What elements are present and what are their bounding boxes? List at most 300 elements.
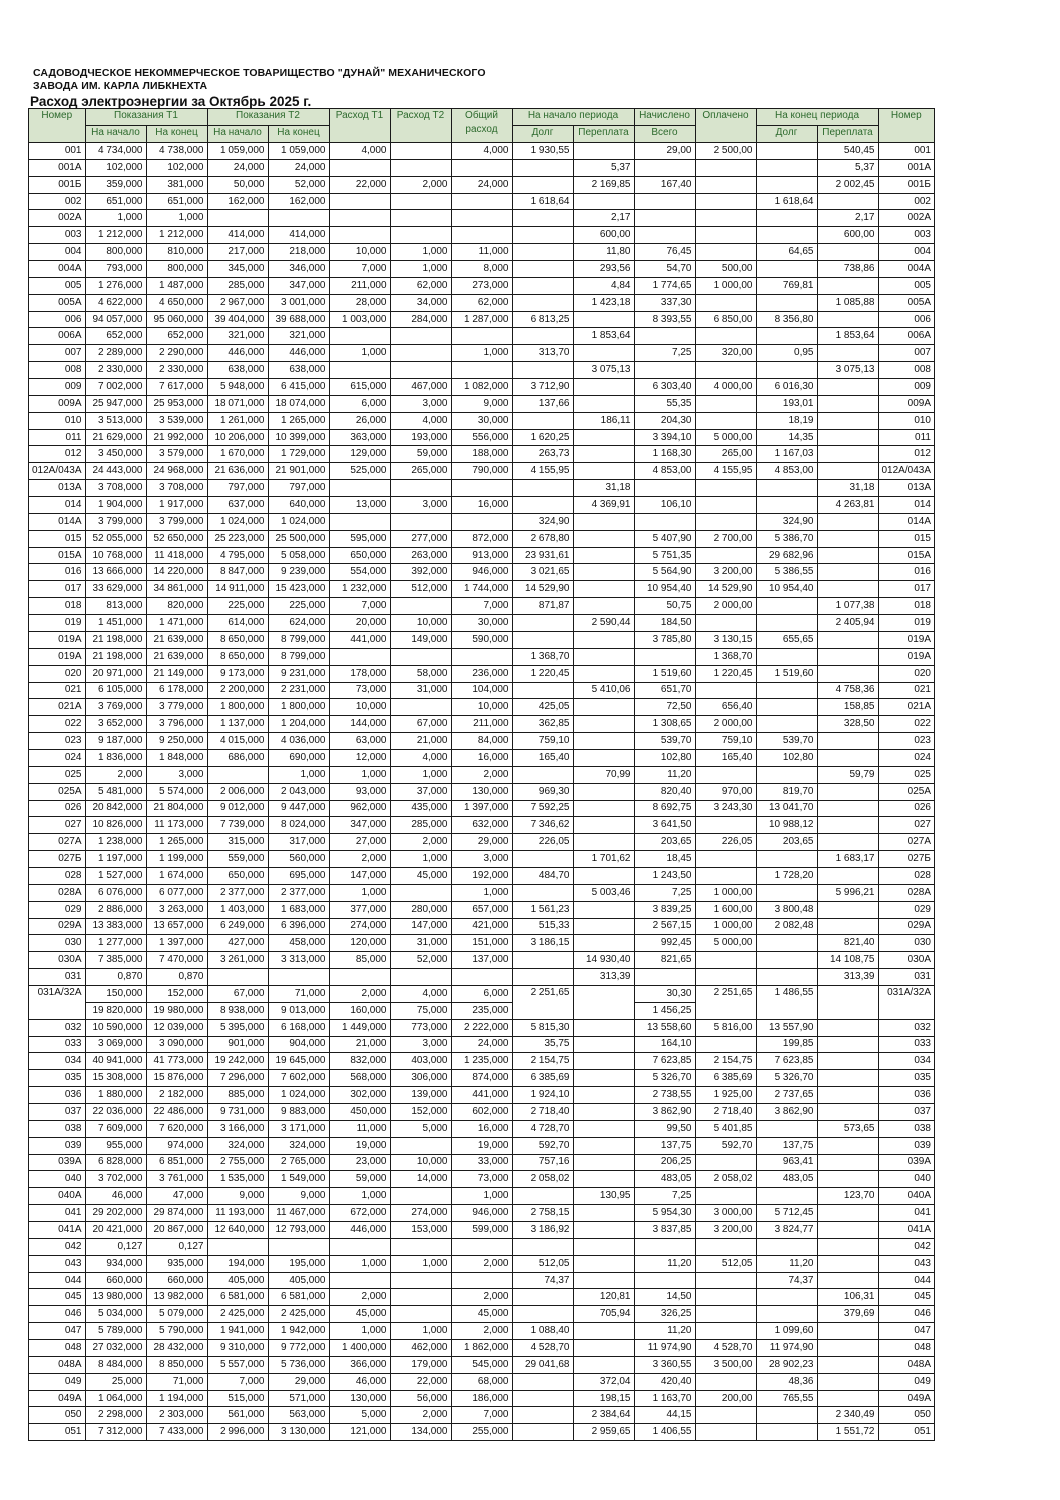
cell-ed [756, 682, 817, 699]
header-t1-end: На конец [146, 126, 207, 143]
cell-t2s: 1 261,000 [207, 412, 268, 429]
cell-t2s: 10 206,000 [207, 429, 268, 446]
cell-n: 029 [29, 901, 86, 918]
cell-sp [573, 143, 634, 160]
cell-ed: 13 557,90 [756, 1019, 817, 1036]
cell-t2e: 9 013,000 [268, 1002, 329, 1019]
cell-t2e: 571,000 [268, 1390, 329, 1407]
cell-rt: 1,000 [451, 1188, 512, 1205]
cell-acc: 72,50 [634, 699, 695, 716]
cell-sd [512, 1238, 573, 1255]
cell-rt: 186,000 [451, 1390, 512, 1407]
cell-t2s: 14 911,000 [207, 581, 268, 598]
cell-t2s: 345,000 [207, 261, 268, 278]
cell-ep [817, 429, 878, 446]
table-row [29, 1137, 935, 1154]
cell-paid [695, 362, 756, 379]
cell-t1e: 2 330,000 [146, 362, 207, 379]
cell-t1s: 3 799,000 [85, 513, 146, 530]
cell-rt [451, 513, 512, 530]
cell-n2: 027Б [878, 851, 935, 868]
cell-r1: 274,000 [329, 918, 390, 935]
cell-t2s: 414,000 [207, 227, 268, 244]
table-row [29, 1340, 935, 1357]
cell-rt: 2,000 [451, 1323, 512, 1340]
cell-paid [695, 328, 756, 345]
cell-t1s: 27 032,000 [85, 1340, 146, 1357]
cell-acc: 1 308,65 [634, 716, 695, 733]
cell-ep: 738,86 [817, 261, 878, 278]
cell-r2: 22,000 [390, 1373, 451, 1390]
cell-r2: 1,000 [390, 851, 451, 868]
cell-r1 [329, 513, 390, 530]
cell-n: 037 [29, 1103, 86, 1120]
cell-paid: 2 058,02 [695, 1171, 756, 1188]
cell-sd: 313,70 [512, 345, 573, 362]
cell-sd [512, 261, 573, 278]
cell-ed [756, 884, 817, 901]
cell-rt [451, 227, 512, 244]
cell-ed [756, 210, 817, 227]
table-row [29, 513, 935, 530]
cell-rt: 1 235,000 [451, 1053, 512, 1070]
cell-paid: 500,00 [695, 261, 756, 278]
cell-sp [573, 1356, 634, 1373]
cell-r2: 193,000 [390, 429, 451, 446]
cell-acc: 3 862,90 [634, 1103, 695, 1120]
cell-ep: 31,18 [817, 480, 878, 497]
cell-t1s: 6 828,000 [85, 1154, 146, 1171]
cell-t1s: 13 383,000 [85, 918, 146, 935]
cell-sd: 35,75 [512, 1036, 573, 1053]
cell-r2: 403,000 [390, 1053, 451, 1070]
cell-r1: 1 400,000 [329, 1340, 390, 1357]
cell-paid: 2 718,40 [695, 1103, 756, 1120]
cell-t1s: 3 069,000 [85, 1036, 146, 1053]
cell-n2: 001А [878, 159, 935, 176]
cell-t1s: 1 880,000 [85, 1087, 146, 1104]
cell-r1: 45,000 [329, 1306, 390, 1323]
table-row [29, 598, 935, 615]
cell-rt: 211,000 [451, 716, 512, 733]
cell-r2: 58,000 [390, 665, 451, 682]
table-row [29, 1323, 935, 1340]
cell-rt: 45,000 [451, 1306, 512, 1323]
cell-ep [817, 395, 878, 412]
cell-acc: 11,20 [634, 1255, 695, 1272]
cell-n: 012А/043А [29, 463, 86, 480]
cell-sp: 4,84 [573, 277, 634, 294]
cell-t1s: 46,000 [85, 1188, 146, 1205]
cell-sd: 226,05 [512, 834, 573, 851]
table-body [29, 143, 935, 1441]
cell-acc: 206,25 [634, 1154, 695, 1171]
cell-rt: 590,000 [451, 631, 512, 648]
cell-r2 [390, 513, 451, 530]
cell-r1: 120,000 [329, 935, 390, 952]
cell-rt [451, 969, 512, 986]
cell-r2 [390, 884, 451, 901]
cell-rt: 872,000 [451, 530, 512, 547]
cell-ep [817, 1137, 878, 1154]
table-row [29, 1154, 935, 1171]
cell-n: 001А [29, 159, 86, 176]
cell-t2e: 1 683,000 [268, 901, 329, 918]
header-charged: Начислено [634, 109, 695, 126]
cell-n: 048 [29, 1340, 86, 1357]
header-end-debt: Долг [756, 126, 817, 143]
cell-r1: 6,000 [329, 395, 390, 412]
cell-sp [573, 1120, 634, 1137]
cell-acc: 137,75 [634, 1137, 695, 1154]
cell-n: 005А [29, 294, 86, 311]
cell-n2: 017 [878, 581, 935, 598]
table-row [29, 227, 935, 244]
cell-sp: 293,56 [573, 261, 634, 278]
cell-r1: 7,000 [329, 261, 390, 278]
header-readings-t1: Показания Т1 [85, 109, 207, 126]
cell-ep [817, 834, 878, 851]
cell-acc: 76,45 [634, 244, 695, 261]
cell-ep: 123,70 [817, 1188, 878, 1205]
cell-r1: 10,000 [329, 699, 390, 716]
cell-t2e: 8 799,000 [268, 648, 329, 665]
cell-t1s: 800,000 [85, 244, 146, 261]
cell-t2e: 9,000 [268, 1188, 329, 1205]
cell-r1: 450,000 [329, 1103, 390, 1120]
table-row [29, 867, 935, 884]
cell-sd [512, 294, 573, 311]
cell-r1: 962,000 [329, 800, 390, 817]
cell-acc [634, 648, 695, 665]
cell-t2s: 5 395,000 [207, 1019, 268, 1036]
cell-paid [695, 513, 756, 530]
cell-sd: 263,73 [512, 446, 573, 463]
cell-paid: 2 500,00 [695, 143, 756, 160]
cell-rt: 556,000 [451, 429, 512, 446]
cell-t1e: 152,000 [146, 985, 207, 1002]
cell-t1e: 7 470,000 [146, 952, 207, 969]
cell-sd [512, 631, 573, 648]
cell-ep [817, 985, 878, 1019]
cell-n: 050 [29, 1407, 86, 1424]
cell-t1s: 21 629,000 [85, 429, 146, 446]
cell-ep [817, 1171, 878, 1188]
cell-n: 027Б [29, 851, 86, 868]
cell-acc: 3 839,25 [634, 901, 695, 918]
cell-r2: 392,000 [390, 564, 451, 581]
cell-sd [512, 1424, 573, 1441]
cell-sd: 757,16 [512, 1154, 573, 1171]
cell-acc: 29,00 [634, 143, 695, 160]
cell-t2s: 614,000 [207, 615, 268, 632]
cell-t2e: 797,000 [268, 480, 329, 497]
cell-t1s: 5 034,000 [85, 1306, 146, 1323]
cell-r1 [329, 969, 390, 986]
cell-n2: 012 [878, 446, 935, 463]
cell-sd: 425,05 [512, 699, 573, 716]
cell-t2e: 624,000 [268, 615, 329, 632]
cell-paid [695, 547, 756, 564]
cell-t1s: 19 820,000 [85, 1002, 146, 1019]
table-row [29, 1120, 935, 1137]
cell-r1: 650,000 [329, 547, 390, 564]
table-row [29, 1222, 935, 1239]
cell-paid: 2 700,00 [695, 530, 756, 547]
cell-t2e: 414,000 [268, 227, 329, 244]
cell-t1e: 22 486,000 [146, 1103, 207, 1120]
cell-rt: 255,000 [451, 1424, 512, 1441]
cell-acc: 3 394,10 [634, 429, 695, 446]
cell-paid: 1 000,00 [695, 884, 756, 901]
cell-t2e: 690,000 [268, 749, 329, 766]
cell-n: 010 [29, 412, 86, 429]
cell-ep [817, 1070, 878, 1087]
cell-t1e: 4 650,000 [146, 294, 207, 311]
cell-t2s: 885,000 [207, 1087, 268, 1104]
cell-r1: 20,000 [329, 615, 390, 632]
cell-ed: 769,81 [756, 277, 817, 294]
cell-t2e: 560,000 [268, 851, 329, 868]
cell-sd: 4 155,95 [512, 463, 573, 480]
cell-sp [573, 429, 634, 446]
cell-sd: 7 346,62 [512, 817, 573, 834]
cell-sp [573, 1019, 634, 1036]
cell-paid: 6 385,69 [695, 1070, 756, 1087]
table-row [29, 1255, 935, 1272]
cell-sd [512, 159, 573, 176]
cell-r2: 280,000 [390, 901, 451, 918]
cell-sd: 3 712,90 [512, 379, 573, 396]
electricity-usage-table [28, 108, 935, 1441]
cell-r2: 56,000 [390, 1390, 451, 1407]
cell-sp [573, 648, 634, 665]
cell-ed [756, 699, 817, 716]
cell-paid [695, 1289, 756, 1306]
cell-r2: 1,000 [390, 261, 451, 278]
cell-ed: 765,55 [756, 1390, 817, 1407]
cell-t1e: 25 953,000 [146, 395, 207, 412]
cell-ed: 199,85 [756, 1036, 817, 1053]
cell-acc [634, 969, 695, 986]
cell-sd: 759,10 [512, 733, 573, 750]
cell-r1: 160,000 [329, 1002, 390, 1019]
cell-n: 027А [29, 834, 86, 851]
table-row [29, 463, 935, 480]
header-end-overpay: Переплата [817, 126, 878, 143]
cell-rt: 2 222,000 [451, 1019, 512, 1036]
table-row [29, 935, 935, 952]
cell-t2s: 7,000 [207, 1373, 268, 1390]
cell-ed: 4 853,00 [756, 463, 817, 480]
cell-ep: 4 758,36 [817, 682, 878, 699]
cell-ed: 6 016,30 [756, 379, 817, 396]
cell-ed [756, 143, 817, 160]
cell-ep: 59,79 [817, 766, 878, 783]
cell-t1s: 13 666,000 [85, 564, 146, 581]
cell-t1e: 7 433,000 [146, 1424, 207, 1441]
cell-paid: 4 000,00 [695, 379, 756, 396]
cell-t2e: 2 043,000 [268, 783, 329, 800]
cell-t2e: 4 036,000 [268, 733, 329, 750]
cell-n2: 039 [878, 1137, 935, 1154]
cell-sd: 2 718,40 [512, 1103, 573, 1120]
cell-n: 035 [29, 1070, 86, 1087]
cell-ed [756, 598, 817, 615]
cell-paid: 5 401,85 [695, 1120, 756, 1137]
cell-n: 036 [29, 1087, 86, 1104]
cell-ep [817, 749, 878, 766]
cell-t1s: 1 064,000 [85, 1390, 146, 1407]
cell-ed: 0,95 [756, 345, 817, 362]
table-row [29, 851, 935, 868]
cell-n: 019А [29, 648, 86, 665]
cell-rt [451, 1272, 512, 1289]
cell-sp [573, 935, 634, 952]
table-row [29, 1053, 935, 1070]
cell-t1s: 13 980,000 [85, 1289, 146, 1306]
cell-t1e: 6 178,000 [146, 682, 207, 699]
cell-ed: 963,41 [756, 1154, 817, 1171]
cell-ep: 5 996,21 [817, 884, 878, 901]
cell-sp [573, 985, 634, 1019]
cell-sp: 372,04 [573, 1373, 634, 1390]
cell-t2e: 2 425,000 [268, 1306, 329, 1323]
cell-ed: 1 167,03 [756, 446, 817, 463]
cell-t1e: 3 539,000 [146, 412, 207, 429]
cell-sd: 2 678,80 [512, 530, 573, 547]
cell-acc: 54,70 [634, 261, 695, 278]
cell-r1: 4,000 [329, 143, 390, 160]
cell-sp [573, 379, 634, 396]
cell-sp [573, 1238, 634, 1255]
cell-n2: 041А [878, 1222, 935, 1239]
cell-acc: 4 853,00 [634, 463, 695, 480]
cell-sd [512, 766, 573, 783]
cell-acc: 106,10 [634, 497, 695, 514]
cell-paid: 3 200,00 [695, 564, 756, 581]
cell-n2: 009А [878, 395, 935, 412]
cell-r2 [390, 1137, 451, 1154]
cell-r1: 178,000 [329, 665, 390, 682]
cell-acc: 820,40 [634, 783, 695, 800]
cell-sp [573, 716, 634, 733]
cell-t2s: 8 938,000 [207, 1002, 268, 1019]
cell-n2: 027А [878, 834, 935, 851]
cell-t1s: 94 057,000 [85, 311, 146, 328]
cell-t1s: 8 484,000 [85, 1356, 146, 1373]
cell-t1s: 934,000 [85, 1255, 146, 1272]
cell-acc: 2 567,15 [634, 918, 695, 935]
cell-r1: 2,000 [329, 985, 390, 1002]
cell-n2: 049 [878, 1373, 935, 1390]
cell-sd: 2 154,75 [512, 1053, 573, 1070]
cell-t2e: 3 130,000 [268, 1424, 329, 1441]
cell-sp [573, 1036, 634, 1053]
cell-acc: 50,75 [634, 598, 695, 615]
cell-n2: 021А [878, 699, 935, 716]
cell-t2e: 321,000 [268, 328, 329, 345]
cell-ed [756, 159, 817, 176]
cell-ep [817, 1272, 878, 1289]
cell-r2: 435,000 [390, 800, 451, 817]
cell-t1e: 1 265,000 [146, 834, 207, 851]
cell-sp: 3 075,13 [573, 362, 634, 379]
cell-sp: 2 959,65 [573, 1424, 634, 1441]
cell-t1e: 2 182,000 [146, 1087, 207, 1104]
cell-t1e: 820,000 [146, 598, 207, 615]
cell-rt: 33,000 [451, 1154, 512, 1171]
cell-t1e: 6 851,000 [146, 1154, 207, 1171]
cell-t1e: 651,000 [146, 193, 207, 210]
cell-r1: 1,000 [329, 766, 390, 783]
cell-n2: 030 [878, 935, 935, 952]
cell-t1s: 3 450,000 [85, 446, 146, 463]
cell-rt: 10,000 [451, 699, 512, 716]
cell-t2s: 901,000 [207, 1036, 268, 1053]
table-row [29, 1036, 935, 1053]
cell-ed: 28 902,23 [756, 1356, 817, 1373]
cell-ep: 1 683,17 [817, 851, 878, 868]
cell-t1s: 2,000 [85, 766, 146, 783]
cell-t1e: 6 077,000 [146, 884, 207, 901]
cell-acc [634, 210, 695, 227]
cell-n2: 044 [878, 1272, 935, 1289]
cell-t1e: 1 199,000 [146, 851, 207, 868]
cell-paid: 14 529,90 [695, 581, 756, 598]
cell-n2: 022 [878, 716, 935, 733]
cell-n: 014 [29, 497, 86, 514]
cell-r2: 467,000 [390, 379, 451, 396]
cell-t1e: 5 790,000 [146, 1323, 207, 1340]
cell-paid: 5 000,00 [695, 935, 756, 952]
header-t1-start: На начало [85, 126, 146, 143]
cell-t2e: 18 074,000 [268, 395, 329, 412]
cell-ed [756, 1120, 817, 1137]
cell-n2: 020 [878, 665, 935, 682]
cell-acc: 1 163,70 [634, 1390, 695, 1407]
cell-r1 [329, 328, 390, 345]
cell-r1: 13,000 [329, 497, 390, 514]
cell-t1e: 19 980,000 [146, 1002, 207, 1019]
header-period-end: На конец периода [756, 109, 878, 126]
cell-t1s: 359,000 [85, 176, 146, 193]
cell-t1s: 2 886,000 [85, 901, 146, 918]
cell-n: 029А [29, 918, 86, 935]
cell-ep [817, 1356, 878, 1373]
cell-t2s [207, 969, 268, 986]
cell-t1e: 102,000 [146, 159, 207, 176]
cell-ep: 313,39 [817, 969, 878, 986]
cell-acc: 1 519,60 [634, 665, 695, 682]
cell-n: 034 [29, 1053, 86, 1070]
cell-acc: 6 303,40 [634, 379, 695, 396]
cell-ep [817, 1154, 878, 1171]
cell-t1s: 15 308,000 [85, 1070, 146, 1087]
table-row [29, 294, 935, 311]
cell-t1s: 22 036,000 [85, 1103, 146, 1120]
cell-r1 [329, 159, 390, 176]
cell-r2 [390, 1188, 451, 1205]
cell-sd [512, 851, 573, 868]
cell-r1: 347,000 [329, 817, 390, 834]
cell-t1e: 11 418,000 [146, 547, 207, 564]
cell-r2: 2,000 [390, 176, 451, 193]
cell-n: 019А [29, 631, 86, 648]
cell-rt: 151,000 [451, 935, 512, 952]
cell-t1s: 52 055,000 [85, 530, 146, 547]
cell-ed [756, 362, 817, 379]
